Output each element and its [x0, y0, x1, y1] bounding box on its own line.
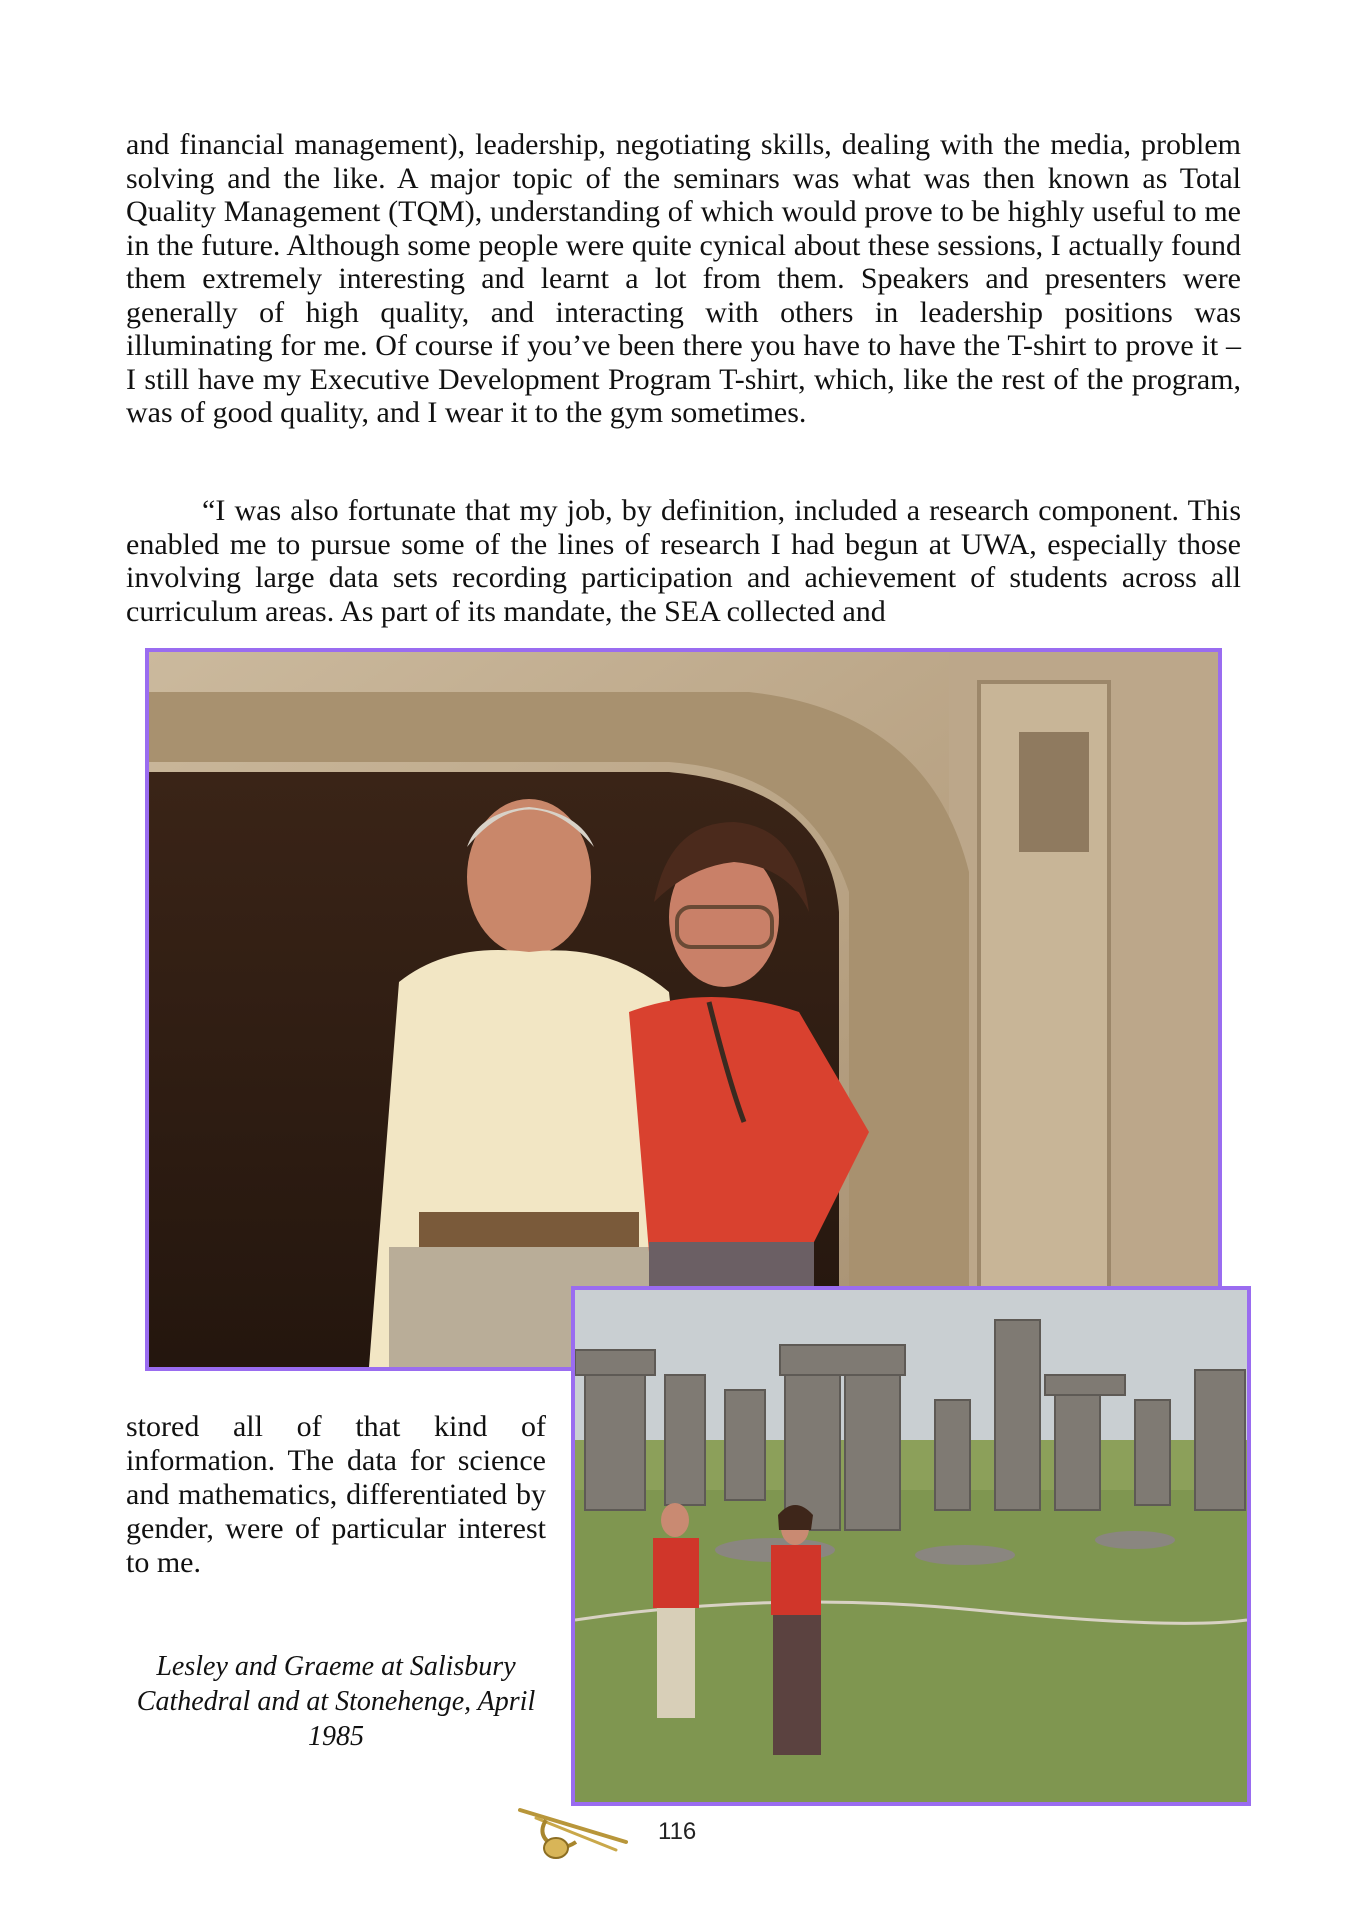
body-paragraph-2: “I was also fortunate that my job, by definition, included a research component. This enabled me to pursue some of the lines of research I had begun at UWA, especially those involving large data sets recording participation and achievement of students across all curriculum areas. As part of its mandate, the SEA collected and: [126, 494, 1241, 628]
photo-caption: Lesley and Graeme at Salisbury Cathedral and at Stonehenge, April 1985: [136, 1651, 536, 1752]
page-number: 116: [658, 1818, 697, 1845]
stonehenge-photo: [571, 1286, 1251, 1806]
body-paragraph-3: stored all of that kind of information. The data for science and mathematics, differentiated by gender, were of particular interest to me.: [126, 1410, 546, 1579]
trombone-icon: [516, 1806, 644, 1862]
salisbury-cathedral-photo: [145, 648, 1222, 1371]
salisbury-photo-image: [149, 652, 1218, 1367]
body-paragraph-1: and financial management), leadership, negotiating skills, dealing with the media, problem solving and the like. A major topic of the seminars was what was then known as Total Quality Management (TQM), understanding of which would prove to be highly useful to me in the future. Although some people were quite cynical about these sessions, I actually found them extremely interesting and learnt a lot from them. Speakers and presenters were generally of high quality, and interacting with others in leadership positions was illuminating for me. Of course if you’ve been there you have to have the T-shirt to prove it – I still have my Executive Development Program T-shirt, which, like the rest of the program, was of good quality, and I wear it to the gym sometimes.: [126, 128, 1241, 429]
stonehenge-photo-image: [575, 1290, 1247, 1802]
